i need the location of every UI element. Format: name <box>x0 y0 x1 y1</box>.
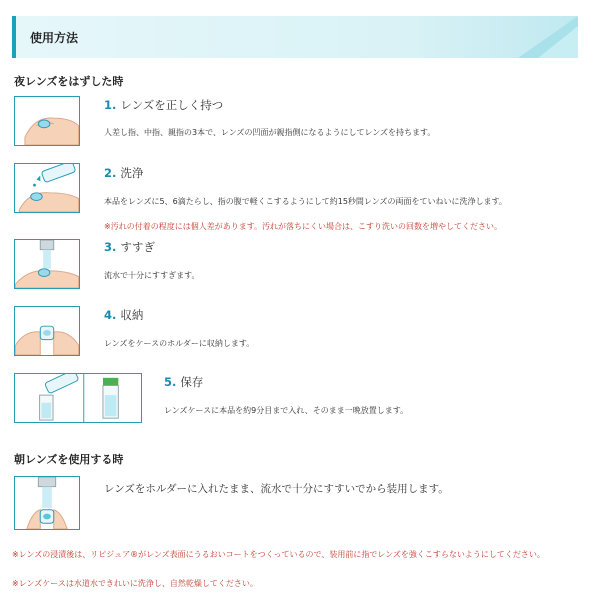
step2-desc: 本品をレンズに5、6滴たらし、指の腹で軽くこするようにして約15秒間レンズの両面をていねいに洗浄します。 <box>104 197 507 206</box>
bottle-dropping-solution-icon <box>15 164 79 212</box>
morning-illustration <box>14 476 80 530</box>
step1-title: 1. レンズを正しく持つ <box>104 98 224 112</box>
footnote-2: ※レンズケースは水道水できれいに洗浄し、自然乾燥してください。 <box>12 579 258 588</box>
step2-title: 2. 洗浄 <box>104 166 144 180</box>
step3-title: 3. すすぎ <box>104 240 155 254</box>
step5-illustration <box>14 373 142 423</box>
morning-section-title: 朝レンズを使用する時 <box>14 453 124 466</box>
rinse-holder-icon <box>15 477 79 529</box>
step5-desc: レンズケースに本品を約9分目まで入れ、そのまま一晩放置します。 <box>164 406 409 415</box>
step2-illustration <box>14 163 80 213</box>
page-title: 使用方法 <box>30 31 79 45</box>
step4-desc: レンズをケースのホルダーに収納します。 <box>104 339 255 348</box>
step2-note: ※汚れの付着の程度には個人差があります。汚れが落ちにくい場合は、こすり洗いの回数を増やしてください。 <box>104 222 503 231</box>
morning-desc: レンズをホルダーに入れたまま、流水で十分にすすいでから装用します。 <box>104 483 449 495</box>
hand-holding-lens-icon <box>15 97 79 145</box>
step3-desc: 流水で十分にすすぎます。 <box>104 271 200 280</box>
header-decoration <box>458 16 578 58</box>
step4-illustration <box>14 306 80 356</box>
step1-desc: 人差し指、中指、親指の3本で、レンズの凹面が親指側になるようにしてレンズを持ちます。 <box>104 128 436 137</box>
night-section-title: 夜レンズをはずした時 <box>14 75 124 88</box>
step4-title: 4. 収納 <box>104 308 144 322</box>
section-header <box>12 16 578 58</box>
lens-holder-icon <box>15 307 79 355</box>
step5-title: 5. 保存 <box>164 375 204 389</box>
step3-illustration <box>14 239 80 289</box>
lens-case-storage-icon <box>15 374 141 422</box>
rinse-under-water-icon <box>15 240 79 288</box>
footnote-1: ※レンズの浸漬後は、リピジュア®がレンズ表面にうるおいコートをつくっているので、装用前に指でレンズを強くこすらないようにしてください。 <box>12 550 545 559</box>
step1-illustration <box>14 96 80 146</box>
